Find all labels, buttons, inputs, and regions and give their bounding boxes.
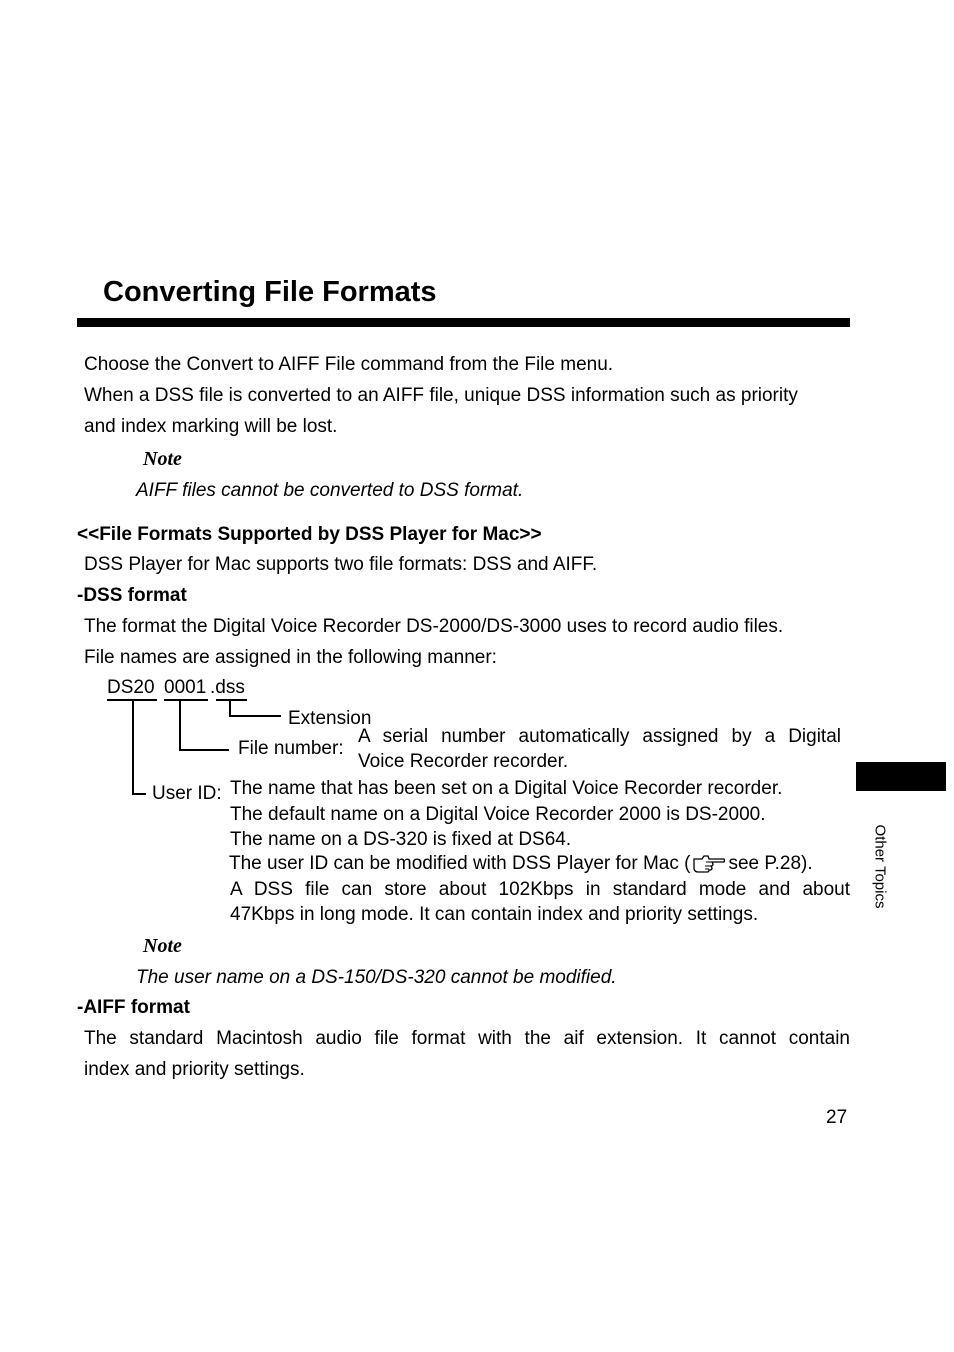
note-text: AIFF files cannot be converted to DSS format.	[136, 480, 524, 501]
user-id-desc-line-3: The name on a DS-320 is fixed at DS64.	[230, 829, 572, 850]
extension-connector-horizontal	[229, 715, 281, 717]
file-number-desc-line-1: A serial number automatically assigned by a Digital	[358, 726, 841, 747]
file-number-connector-horizontal	[179, 749, 229, 751]
page-title: Converting File Formats	[103, 276, 437, 308]
user-id-connector-horizontal	[132, 793, 146, 795]
formats-intro: DSS Player for Mac supports two file formats: DSS and AIFF.	[84, 554, 598, 575]
dss-line-2: File names are assigned in the following manner:	[84, 647, 497, 668]
user-id-desc-line-6: 47Kbps in long mode. It can contain index and priority settings.	[230, 904, 759, 925]
filename-number-part: 0001	[164, 677, 207, 698]
file-number-desc-line-2: Voice Recorder recorder.	[358, 751, 569, 772]
user-id-desc-line-1: The name that has been set on a Digital Voice Recorder recorder.	[230, 778, 783, 799]
note-label: Note	[143, 935, 182, 957]
aiff-line-2: index and priority settings.	[84, 1059, 305, 1080]
aiff-line-1: The standard Macintosh audio file format with the aif extension. It cannot contain	[84, 1028, 850, 1049]
filename-user-id-part: DS20	[107, 677, 155, 698]
intro-line-2: When a DSS file is converted to an AIFF file, unique DSS information such as priority	[84, 385, 798, 406]
dss-line-1: The format the Digital Voice Recorder DS-2000/DS-3000 uses to record audio files.	[84, 616, 784, 637]
user-id-connector-vertical	[132, 701, 134, 795]
intro-line-1: Choose the Convert to AIFF File command from the File menu.	[84, 354, 614, 375]
dss-heading: -DSS format	[77, 585, 187, 606]
ext-underline	[216, 699, 247, 701]
section-tab-label: Other Topics	[871, 824, 889, 909]
note-label: Note	[143, 448, 182, 470]
number-underline	[164, 699, 208, 701]
page-number: 27	[826, 1107, 848, 1128]
filename-ext-part: .dss	[210, 677, 245, 698]
section-tab-marker	[856, 762, 946, 791]
user-id-label: User ID:	[152, 783, 222, 804]
formats-heading: <<File Formats Supported by DSS Player for Mac>>	[77, 524, 542, 545]
note-text: The user name on a DS-150/DS-320 cannot be modified.	[136, 967, 617, 988]
user-id-modify-before: The user ID can be modified with DSS Player for Mac (	[229, 853, 691, 874]
user-id-modify-after: see P.28).	[728, 853, 813, 874]
user-id-desc-line-5: A DSS file can store about 102Kbps in standard mode and about	[230, 879, 850, 900]
extension-label: Extension	[288, 708, 372, 729]
pointing-hand-icon	[692, 853, 726, 873]
file-number-label: File number:	[238, 738, 344, 759]
intro-line-3: and index marking will be lost.	[84, 416, 338, 437]
user-id-desc-line-2: The default name on a Digital Voice Recorder 2000 is DS-2000.	[230, 804, 766, 825]
file-number-connector-vertical	[179, 701, 181, 751]
title-rule	[77, 318, 850, 327]
aiff-heading: -AIFF format	[77, 997, 190, 1018]
user-id-desc-line-4	[229, 853, 813, 875]
